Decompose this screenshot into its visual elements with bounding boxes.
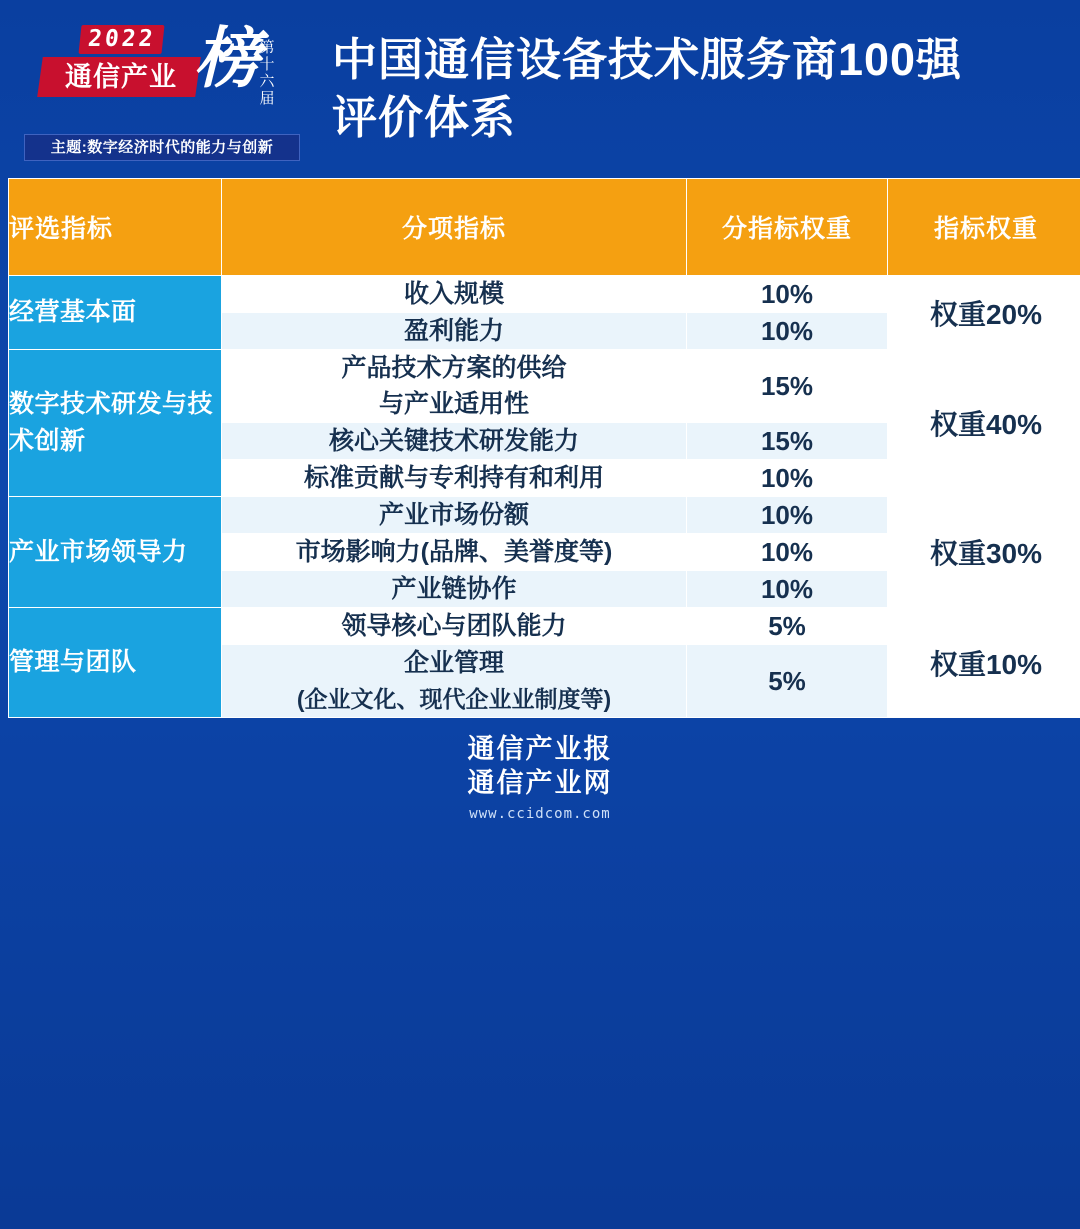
column-header-sub-weight: 分指标权重	[687, 179, 888, 276]
subindicator-cell-1-2: 盈利能力	[222, 313, 687, 350]
table-body	[9, 276, 1080, 718]
category-cell-2: 数字技术研发与技术创新	[9, 350, 222, 497]
weight-cell-1-2: 10%	[687, 313, 888, 350]
total-weight-cell-2: 权重40%	[888, 350, 1080, 497]
weight-cell-3-1: 10%	[687, 497, 888, 534]
weight-cell-2-2: 15%	[687, 423, 888, 460]
column-header-subindicator: 分项指标	[222, 179, 687, 276]
header	[0, 0, 1080, 178]
title-line-2: 评价体系	[332, 92, 517, 143]
subindicator-cell-4-1: 领导核心与团队能力	[222, 608, 687, 645]
logo	[18, 13, 308, 165]
subindicator-line-2: 与产业适用性	[378, 390, 529, 418]
footer-publication-name: 通信产业报	[467, 734, 613, 764]
footer-url: www.ccidcom.com	[469, 806, 611, 822]
subindicator-line-1: 产品技术方案的供给	[341, 354, 567, 382]
weight-cell-2-1: 15%	[687, 350, 888, 423]
subindicator-cell-1-1: 收入规模	[222, 276, 687, 313]
subindicator-line-2: (企业文化、现代企业业制度等)	[296, 686, 612, 712]
logo-bang-character: 榜	[194, 19, 260, 97]
table-header	[9, 179, 1080, 276]
title-line-1: 中国通信设备技术服务商100强	[332, 34, 963, 85]
weight-cell-4-2: 5%	[687, 645, 888, 718]
category-cell-1: 经营基本面	[9, 276, 222, 350]
table-row	[9, 608, 1080, 645]
subindicator-cell-3-2: 市场影响力(品牌、美誉度等)	[222, 534, 687, 571]
subindicator-cell-3-1: 产业市场份额	[222, 497, 687, 534]
logo-brand: 通信产业	[65, 62, 177, 92]
subindicator-cell-4-2	[222, 645, 687, 718]
column-header-category: 评选指标	[9, 179, 222, 276]
category-cell-4: 管理与团队	[9, 608, 222, 718]
total-weight-cell-1: 权重20%	[888, 276, 1080, 350]
footer	[0, 718, 1080, 836]
total-weight-cell-4: 权重10%	[888, 608, 1080, 718]
footer-website-name: 通信产业网	[467, 768, 613, 798]
table-header-row	[9, 179, 1080, 276]
evaluation-table-wrapper	[0, 178, 1080, 718]
weight-cell-2-3: 10%	[687, 460, 888, 497]
subindicator-cell-2-2: 核心关键技术研发能力	[222, 423, 687, 460]
table-row	[9, 497, 1080, 534]
subindicator-line-1: 企业管理	[403, 649, 504, 677]
subindicator-cell-2-1	[222, 350, 687, 423]
weight-cell-1-1: 10%	[687, 276, 888, 313]
table-row	[9, 350, 1080, 423]
category-cell-3: 产业市场领导力	[9, 497, 222, 608]
weight-cell-4-1: 5%	[687, 608, 888, 645]
logo-theme: 主题:数字经济时代的能力与创新	[24, 134, 300, 161]
weight-cell-3-2: 10%	[687, 534, 888, 571]
logo-year: 2022	[78, 25, 164, 54]
total-weight-cell-3: 权重30%	[888, 497, 1080, 608]
evaluation-table	[8, 178, 1080, 718]
subindicator-cell-3-3: 产业链协作	[222, 571, 687, 608]
page-title	[308, 31, 1066, 147]
weight-cell-3-3: 10%	[687, 571, 888, 608]
table-row	[9, 276, 1080, 313]
subindicator-cell-2-3: 标准贡献与专利持有和利用	[222, 460, 687, 497]
logo-ordinal: 第十六届	[259, 39, 275, 107]
column-header-total-weight: 指标权重	[888, 179, 1080, 276]
